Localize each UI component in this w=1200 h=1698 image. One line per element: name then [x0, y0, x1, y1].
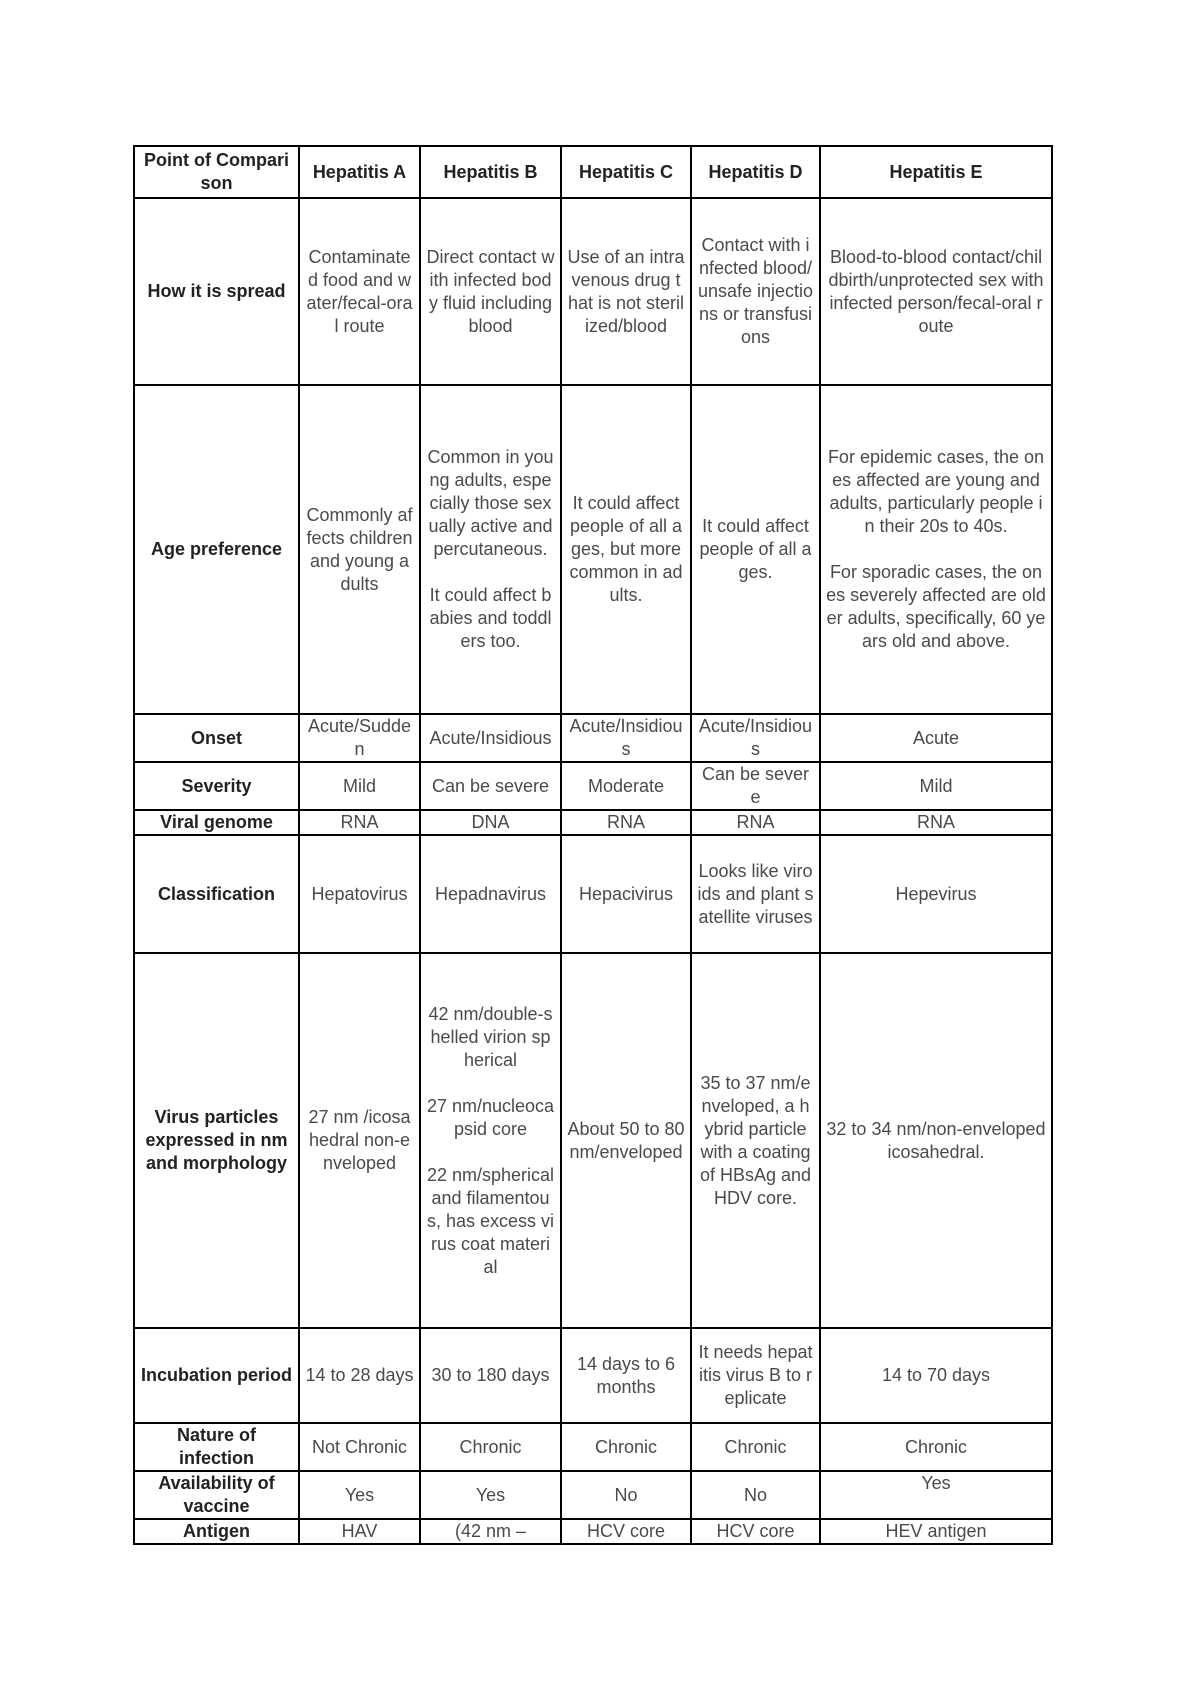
table-cell: For epidemic cases, the ones affected are young and adults, particularly people in their 20s to 40s. For sporadic cases, the ones severely affected are older adults, specifically, 60 years old and above. — [820, 385, 1052, 714]
table-cell: Yes — [820, 1471, 1052, 1519]
table-cell: 14 to 70 days — [820, 1328, 1052, 1423]
table-cell: Not Chronic — [299, 1423, 420, 1471]
table-cell: It needs hepatitis virus B to replicate — [691, 1328, 820, 1423]
table-cell: Contaminated food and water/fecal-oral route — [299, 198, 420, 385]
table-cell: Blood-to-blood contact/childbirth/unprotected sex with infected person/fecal-oral route — [820, 198, 1052, 385]
table-cell: 35 to 37 nm/enveloped, a hybrid particle with a coating of HBsAg and HDV core. — [691, 953, 820, 1328]
table-cell: About 50 to 80 nm/enveloped — [561, 953, 691, 1328]
header-row — [134, 146, 1052, 198]
table-cell: No — [561, 1471, 691, 1519]
table-cell: HCV core — [691, 1519, 820, 1544]
table-cell: Hepevirus — [820, 835, 1052, 953]
row-label: Virus particles expressed in nm and morphology — [134, 953, 299, 1328]
table-cell: It could affect people of all ages, but more common in adults. — [561, 385, 691, 714]
table-row — [134, 953, 1052, 1328]
row-label: Availability of vaccine — [134, 1471, 299, 1519]
table-cell: DNA — [420, 810, 561, 835]
table-row — [134, 810, 1052, 835]
table-cell: Yes — [420, 1471, 561, 1519]
table-row — [134, 835, 1052, 953]
table-cell: Can be severe — [691, 762, 820, 810]
header-hepatitis-b: Hepatitis B — [420, 146, 561, 198]
row-label: Antigen — [134, 1519, 299, 1544]
table-cell: Common in young adults, especially those sexually active and percutaneous. It could affect babies and toddlers too. — [420, 385, 561, 714]
table-cell: 14 days to 6 months — [561, 1328, 691, 1423]
table-cell: HAV — [299, 1519, 420, 1544]
table-row — [134, 762, 1052, 810]
table-cell: Looks like viroids and plant satellite viruses — [691, 835, 820, 953]
row-label: Nature of infection — [134, 1423, 299, 1471]
hepatitis-comparison-table — [133, 145, 1053, 1545]
table-cell: Can be severe — [420, 762, 561, 810]
row-label: Classification — [134, 835, 299, 953]
table-cell: HCV core — [561, 1519, 691, 1544]
table-row — [134, 714, 1052, 762]
table-cell: 30 to 180 days — [420, 1328, 561, 1423]
table-cell: RNA — [691, 810, 820, 835]
table-cell: RNA — [299, 810, 420, 835]
table-cell: 14 to 28 days — [299, 1328, 420, 1423]
table-cell: Use of an intravenous drug that is not sterilized/blood — [561, 198, 691, 385]
table-cell: Acute — [820, 714, 1052, 762]
table-cell: Acute/Insidious — [420, 714, 561, 762]
table-cell: 42 nm/double-shelled virion spherical 27 nm/nucleocapsid core 22 nm/spherical and filamentous, has excess virus coat material — [420, 953, 561, 1328]
table-cell: Acute/Sudden — [299, 714, 420, 762]
table-cell: 32 to 34 nm/non-enveloped icosahedral. — [820, 953, 1052, 1328]
table-cell: Contact with infected blood/unsafe injections or transfusions — [691, 198, 820, 385]
row-label: How it is spread — [134, 198, 299, 385]
table-cell: RNA — [561, 810, 691, 835]
table-cell: 27 nm /icosahedral non-enveloped — [299, 953, 420, 1328]
table-cell: Commonly affects children and young adults — [299, 385, 420, 714]
row-label: Severity — [134, 762, 299, 810]
table-cell: Hepacivirus — [561, 835, 691, 953]
header-point-of-comparison: Point of Comparison — [134, 146, 299, 198]
table-cell: Hepadnavirus — [420, 835, 561, 953]
table-cell: Mild — [299, 762, 420, 810]
table-row — [134, 1328, 1052, 1423]
table-cell: Chronic — [820, 1423, 1052, 1471]
table-cell: Acute/Insidious — [691, 714, 820, 762]
header-hepatitis-c: Hepatitis C — [561, 146, 691, 198]
table-cell: Chronic — [691, 1423, 820, 1471]
table-cell: Chronic — [561, 1423, 691, 1471]
table-row — [134, 385, 1052, 714]
row-label: Viral genome — [134, 810, 299, 835]
table-cell: Yes — [299, 1471, 420, 1519]
row-label: Incubation period — [134, 1328, 299, 1423]
header-hepatitis-d: Hepatitis D — [691, 146, 820, 198]
table-cell: Mild — [820, 762, 1052, 810]
table-cell: HEV antigen — [820, 1519, 1052, 1544]
table-cell: It could affect people of all ages. — [691, 385, 820, 714]
table-cell: (42 nm – — [420, 1519, 561, 1544]
table-cell: Acute/Insidious — [561, 714, 691, 762]
header-hepatitis-a: Hepatitis A — [299, 146, 420, 198]
table-cell: Moderate — [561, 762, 691, 810]
table-row — [134, 1519, 1052, 1544]
header-hepatitis-e: Hepatitis E — [820, 146, 1052, 198]
table-cell: Direct contact with infected body fluid including blood — [420, 198, 561, 385]
table-row — [134, 1423, 1052, 1471]
row-label: Onset — [134, 714, 299, 762]
table-row — [134, 198, 1052, 385]
row-label: Age preference — [134, 385, 299, 714]
table-cell: No — [691, 1471, 820, 1519]
table-cell: Hepatovirus — [299, 835, 420, 953]
table-cell: RNA — [820, 810, 1052, 835]
table-cell: Chronic — [420, 1423, 561, 1471]
table-row — [134, 1471, 1052, 1519]
